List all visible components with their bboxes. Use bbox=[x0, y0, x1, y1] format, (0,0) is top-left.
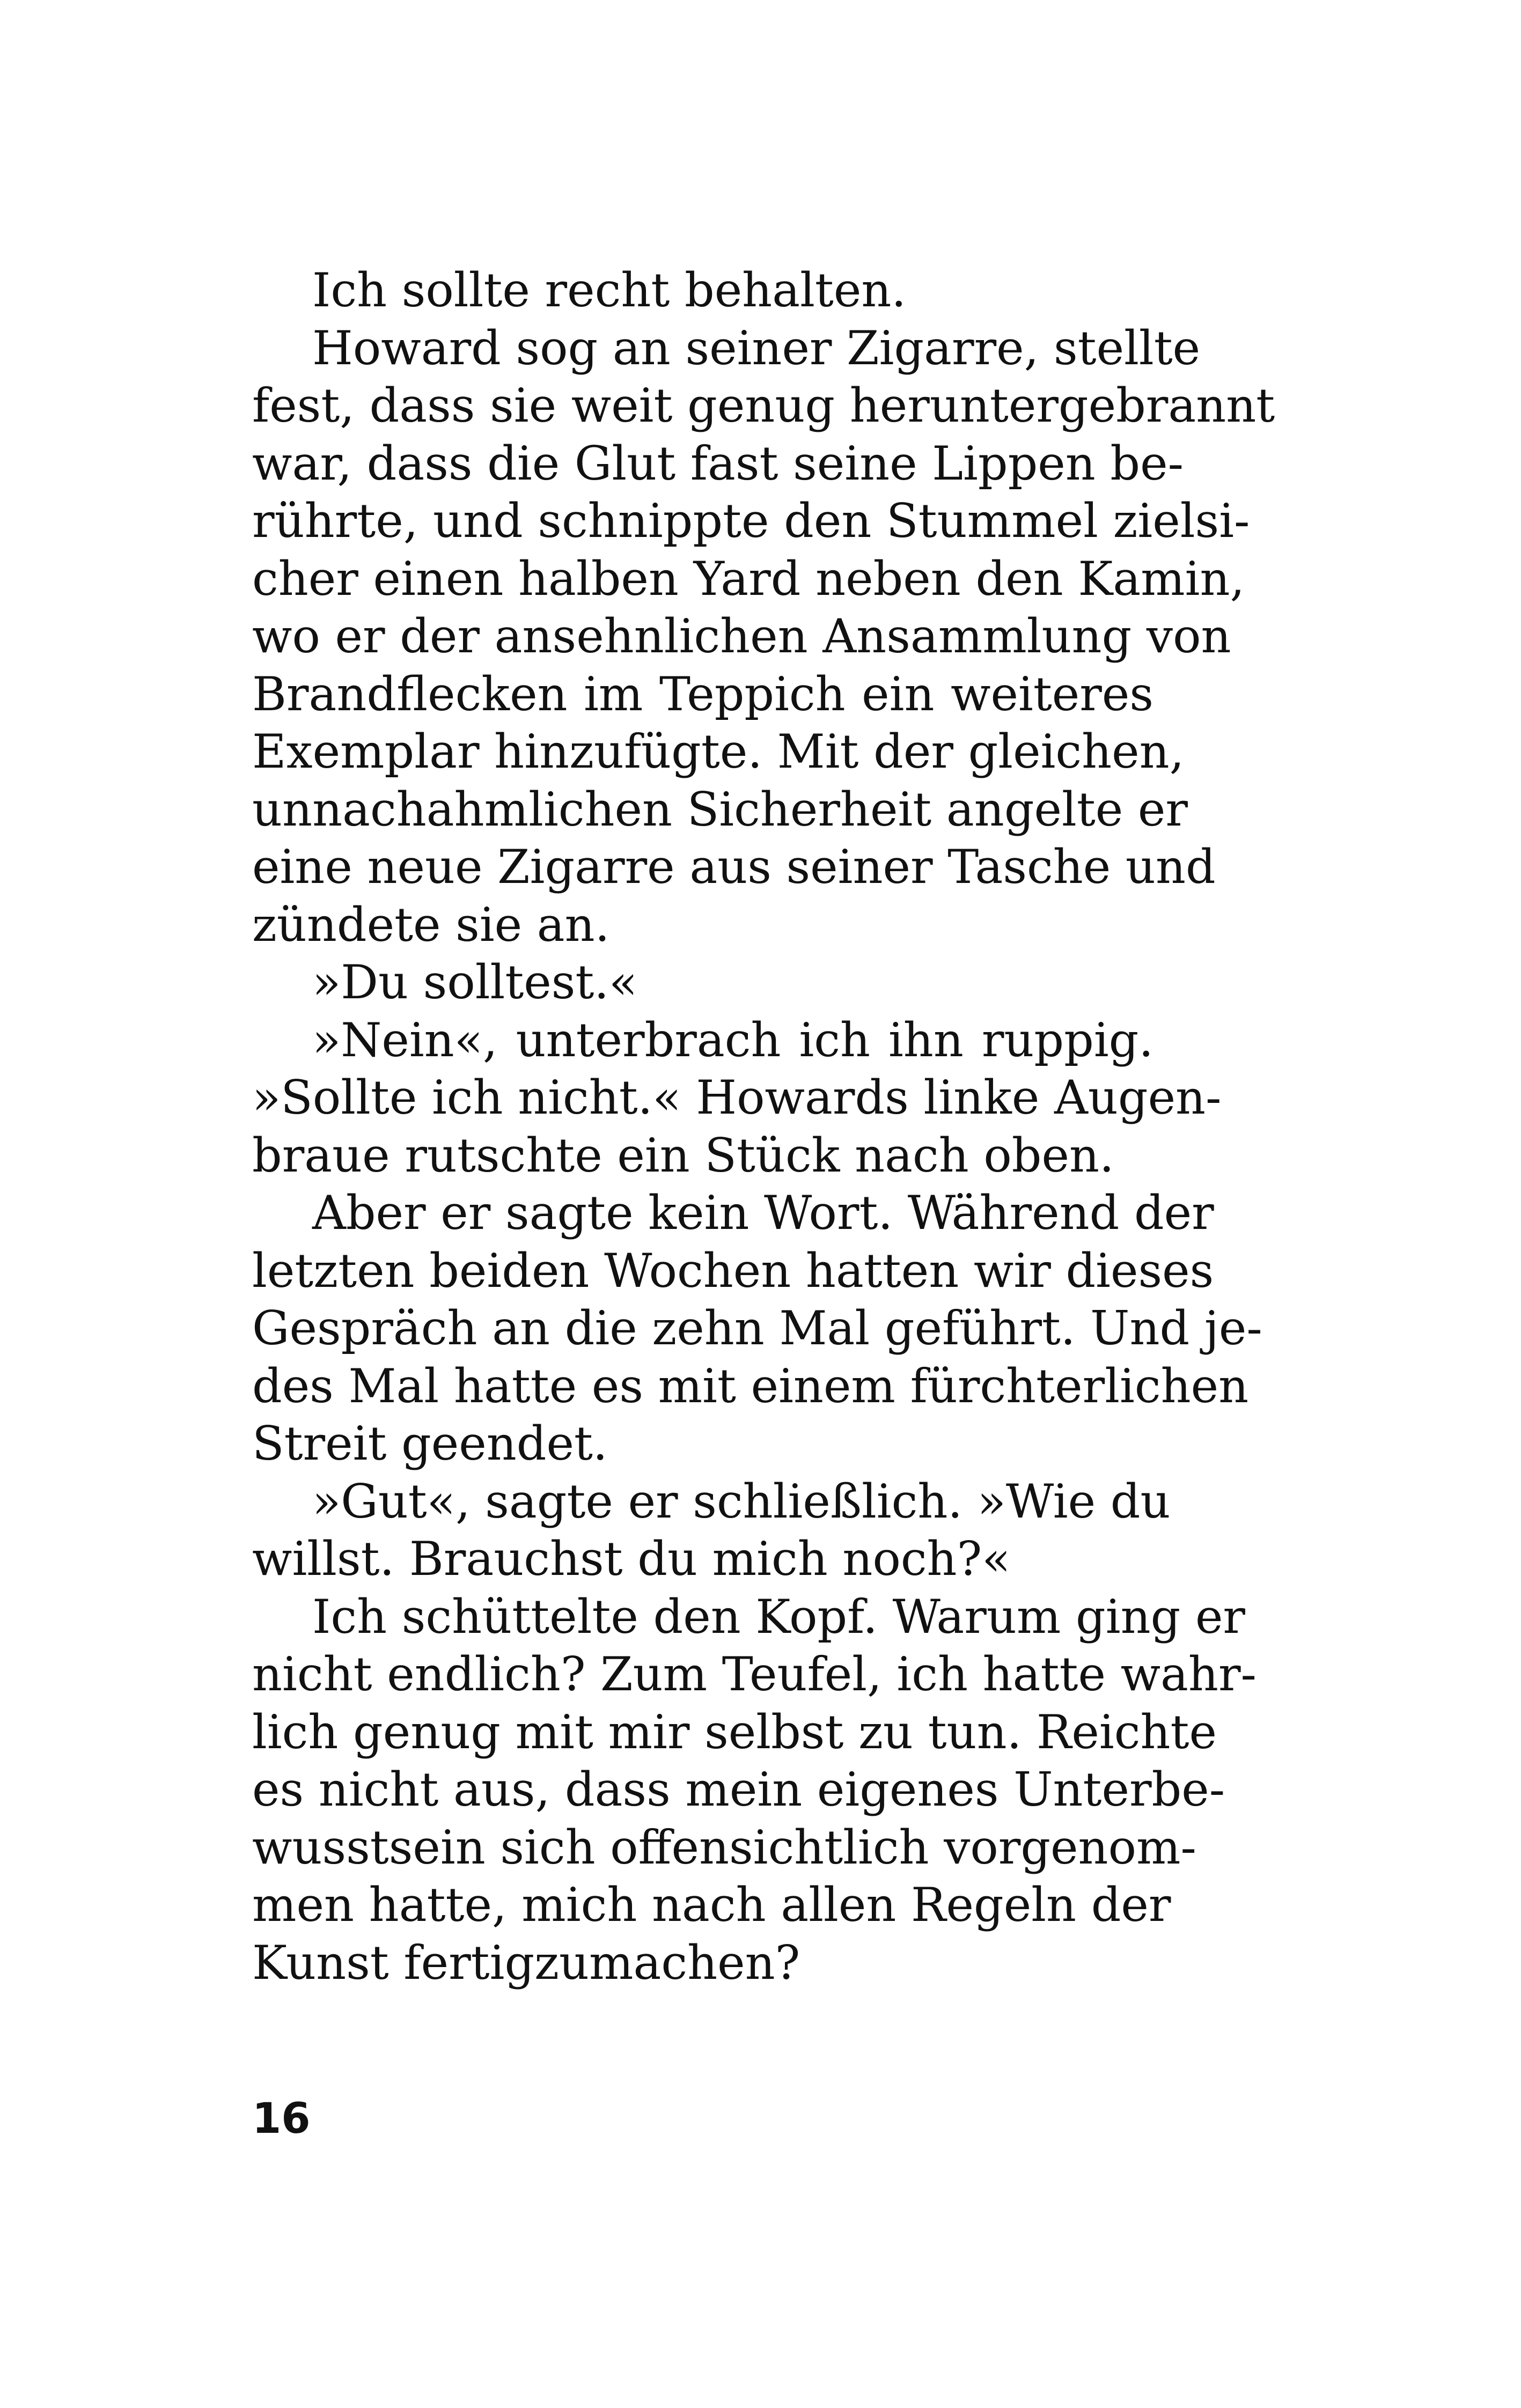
text-line: unnachahmlichen Sicherheit angelte er bbox=[252, 782, 1188, 837]
text-line: zündete sie an. bbox=[252, 897, 610, 952]
text-line: fest, dass sie weit genug heruntergebrannt bbox=[252, 378, 1275, 433]
text-line: »Du solltest.« bbox=[312, 955, 638, 1010]
text-line: Kunst fertigzumachen? bbox=[252, 1935, 800, 1990]
text-line: men hatte, mich nach allen Regeln der bbox=[252, 1877, 1171, 1932]
text-line: lich genug mit mir selbst zu tun. Reichte bbox=[252, 1704, 1217, 1759]
body-text bbox=[252, 262, 1275, 1992]
text-line: Brandflecken im Teppich ein weiteres bbox=[252, 666, 1153, 721]
text-line: Streit geendet. bbox=[252, 1416, 608, 1471]
text-line: rührte, und schnippte den Stummel zielsi- bbox=[252, 494, 1250, 548]
text-line: Exemplar hinzufügte. Mit der gleichen, bbox=[252, 724, 1185, 779]
text-line: wo er der ansehnlichen Ansammlung von bbox=[252, 609, 1231, 664]
text-line: Aber er sagte kein Wort. Während der bbox=[312, 1185, 1214, 1240]
text-line: Ich sollte recht behalten. bbox=[312, 263, 907, 318]
text-line: Ich schüttelte den Kopf. Warum ging er bbox=[312, 1589, 1246, 1644]
page-number: 16 bbox=[252, 2095, 311, 2143]
text-line: wusstsein sich offensichtlich vorgenom- bbox=[252, 1820, 1196, 1875]
text-line: Howard sog an seiner Zigarre, stellte bbox=[312, 320, 1201, 375]
text-line: cher einen halben Yard neben den Kamin, bbox=[252, 551, 1245, 606]
text-line: »Nein«, unterbrach ich ihn ruppig. bbox=[312, 1012, 1153, 1067]
text-line: es nicht aus, dass mein eigenes Unterbe- bbox=[252, 1762, 1225, 1817]
text-line: nicht endlich? Zum Teufel, ich hatte wahr- bbox=[252, 1647, 1257, 1702]
text-line: »Sollte ich nicht.« Howards linke Augen- bbox=[252, 1070, 1222, 1125]
text-line: »Gut«, sagte er schließlich. »Wie du bbox=[312, 1474, 1171, 1529]
text-line: Gespräch an die zehn Mal geführt. Und je- bbox=[252, 1301, 1262, 1356]
text-line: braue rutschte ein Stück nach oben. bbox=[252, 1128, 1114, 1183]
text-line: willst. Brauchst du mich noch?« bbox=[252, 1531, 1011, 1586]
text-line: eine neue Zigarre aus seiner Tasche und bbox=[252, 840, 1216, 894]
text-line: des Mal hatte es mit einem fürchterlichen bbox=[252, 1358, 1249, 1413]
text-line: war, dass die Glut fast seine Lippen be- bbox=[252, 436, 1184, 491]
text-line: letzten beiden Wochen hatten wir dieses bbox=[252, 1243, 1214, 1298]
